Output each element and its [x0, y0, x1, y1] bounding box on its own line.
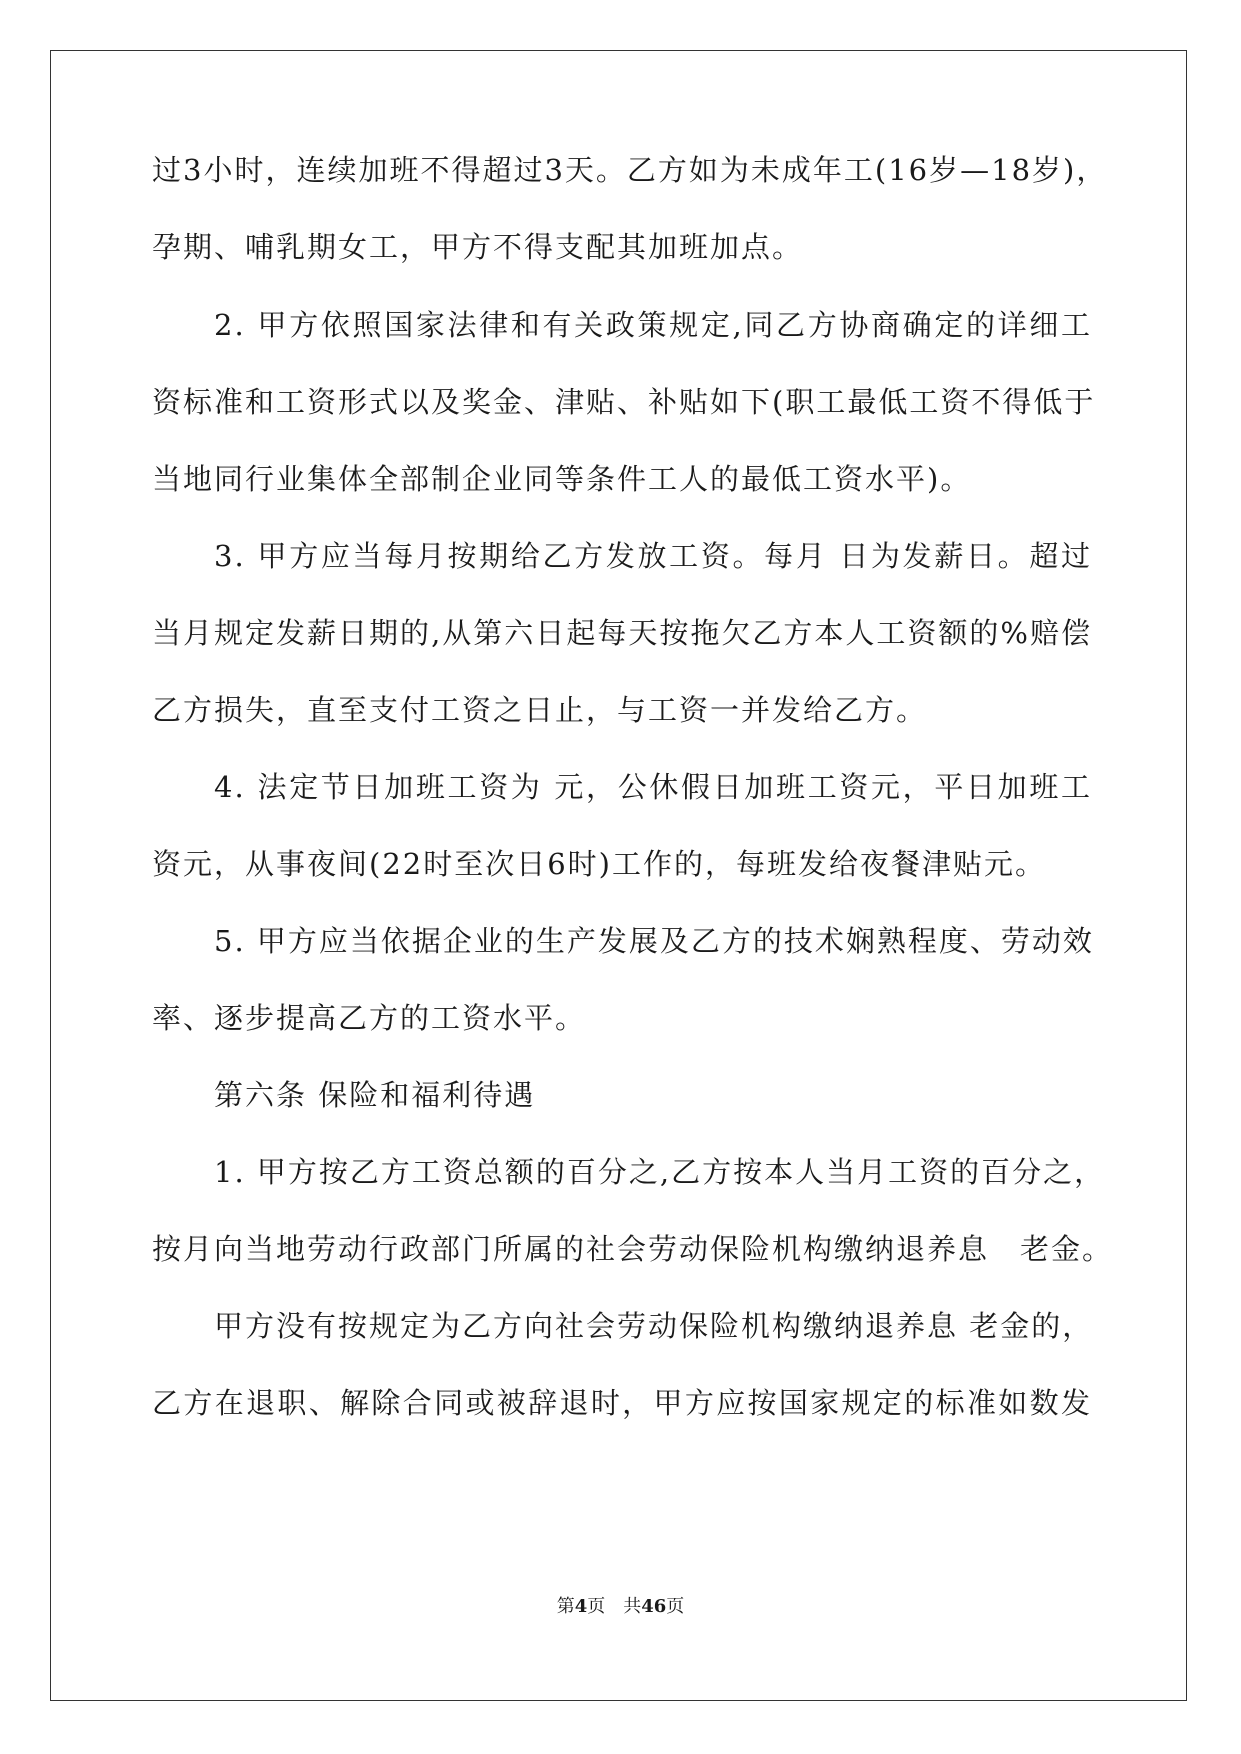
text-line: 资标准和工资形式以及奖金、津贴、补贴如下(职工最低工资不得低于	[152, 385, 1096, 419]
text-line: 当月规定发薪日期的,从第六日起每天按拖欠乙方本人工资额的%赔偿	[152, 616, 1092, 650]
text-line: 率、逐步提高乙方的工资水平。	[152, 1001, 587, 1035]
text-line: 过3小时，连续加班不得超过3天。乙方如为未成年工(16岁—18岁)，	[152, 153, 1108, 187]
total-pages: 46	[641, 1596, 667, 1617]
text-line: 5. 甲方应当依据企业的生产发展及乙方的技术娴熟程度、劳动效	[214, 924, 1094, 958]
text-line: 甲方没有按规定为乙方向社会劳动保险机构缴纳退养息 老金的，	[214, 1309, 1094, 1343]
text-line: 当地同行业集体全部制企业同等条件工人的最低工资水平)。	[152, 462, 972, 496]
text-line: 3. 甲方应当每月按期给乙方发放工资。每月 日为发薪日。超过	[214, 539, 1092, 573]
text-line: 按月向当地劳动行政部门所属的社会劳动保险机构缴纳退养息 老金。	[152, 1232, 1114, 1266]
page-footer	[0, 1592, 1241, 1618]
footer-prefix: 第	[556, 1596, 575, 1617]
text-line: 乙方损失，直至支付工资之日止，与工资一并发给乙方。	[152, 693, 928, 727]
text-line: 孕期、哺乳期女工，甲方不得支配其加班加点。	[152, 230, 804, 264]
footer-suffix: 页	[666, 1596, 685, 1617]
footer-middle: 页 共	[587, 1596, 642, 1617]
text-line: 2. 甲方依照国家法律和有关政策规定,同乙方协商确定的详细工	[214, 308, 1092, 342]
text-line: 资元，从事夜间(22时至次日6时)工作的，每班发给夜餐津贴元。	[152, 847, 1046, 881]
page-number: 4	[574, 1596, 588, 1617]
text-line: 1. 甲方按乙方工资总额的百分之,乙方按本人当月工资的百分之，	[214, 1155, 1106, 1189]
section-heading: 第六条 保险和福利待遇	[214, 1078, 536, 1112]
text-line: 4. 法定节日加班工资为 元，公休假日加班工资元，平日加班工	[214, 770, 1092, 804]
text-line: 乙方在退职、解除合同或被辞退时，甲方应按国家规定的标准如数发	[152, 1386, 1092, 1420]
